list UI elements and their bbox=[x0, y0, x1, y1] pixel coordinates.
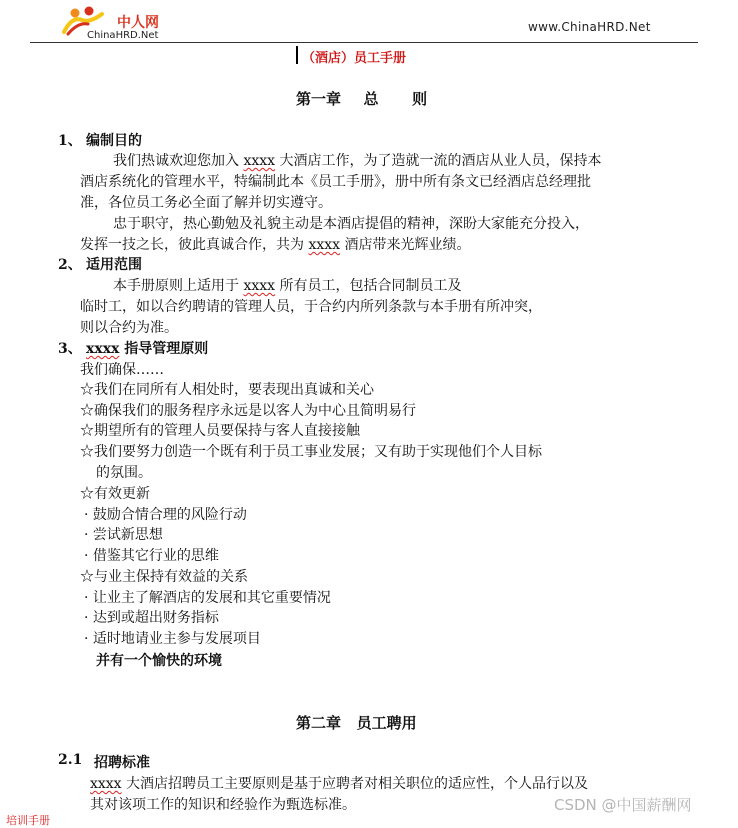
principle-item-cont: 的氛围。 bbox=[96, 465, 152, 481]
header-rule bbox=[30, 42, 698, 43]
principle-item: ☆我们在同所有人相处时，要表现出真诚和关心 bbox=[80, 382, 374, 398]
principle-closing: 并有一个愉快的环境 bbox=[96, 653, 222, 669]
principle-subitem: · 借鉴其它行业的思维 bbox=[84, 548, 219, 564]
section-2-line3: 则以合约为准。 bbox=[80, 320, 178, 336]
section-3-intro: 我们确保…… bbox=[80, 362, 164, 378]
placeholder-xxxx: xxxx bbox=[308, 237, 341, 253]
section-1-p1-line1: 我们热诚欢迎您加入 xxxx 大酒店工作，为了造就一流的酒店从业人员，保持本 bbox=[113, 153, 602, 169]
principle-subitem: · 达到或超出财务指标 bbox=[84, 610, 219, 626]
logo-en: ChinaHRD.Net bbox=[87, 30, 159, 41]
section-2-1-line2: 其对该项工作的知识和经验作为甄选标准。 bbox=[90, 797, 356, 813]
principle-item: ☆期望所有的管理人员要保持与客人直接接触 bbox=[80, 423, 360, 439]
site-url: www.ChinaHRD.Net bbox=[528, 20, 651, 34]
section-3-title: xxxx 指导管理原则 bbox=[86, 341, 209, 357]
section-1-p2-line2: 发挥一技之长，彼此真诚合作，共为 xxxx 酒店带来光辉业绩。 bbox=[80, 237, 471, 253]
section-2-1-number: 2.1 bbox=[58, 752, 83, 768]
principle-subitem: · 适时地请业主参与发展项目 bbox=[84, 631, 261, 647]
logo-cn: 中人网 bbox=[117, 15, 159, 31]
principle-item: ☆有效更新 bbox=[80, 486, 150, 502]
section-1-p1-line3: 准，各位员工务必全面了解并切实遵守。 bbox=[80, 195, 332, 211]
principle-item: ☆与业主保持有效益的关系 bbox=[80, 569, 248, 585]
text-cursor bbox=[296, 46, 298, 64]
logo bbox=[62, 6, 172, 44]
section-1-p2-line1: 忠于职守，热心勤勉及礼貌主动是本酒店提倡的精神，深盼大家能充分投入， bbox=[113, 216, 589, 232]
section-2-title: 适用范围 bbox=[86, 257, 142, 273]
placeholder-xxxx: xxxx bbox=[90, 776, 122, 792]
section-2-line1: 本手册原则上适用于 xxxx 所有员工，包括合同制员工及 bbox=[113, 278, 462, 294]
csdn-watermark: CSDN @中国薪酬网 bbox=[554, 796, 692, 814]
principle-subitem: · 尝试新思想 bbox=[84, 527, 163, 543]
bottom-fragment: 培训手册 bbox=[6, 814, 50, 827]
placeholder-xxxx: xxxx bbox=[86, 341, 120, 357]
principle-subitem: · 鼓励合情合理的风险行动 bbox=[84, 507, 247, 523]
principle-subitem: · 让业主了解酒店的发展和其它重要情况 bbox=[84, 590, 331, 606]
section-2-1-title: 招聘标准 bbox=[94, 755, 150, 771]
principle-item: ☆确保我们的服务程序永远是以客人为中心且简明易行 bbox=[80, 403, 416, 419]
section-2-line2: 临时工，如以合约聘请的管理人员，于合约内所列条款与本手册有所冲突， bbox=[80, 299, 542, 315]
document-title: （酒店）员工手册 bbox=[302, 51, 407, 66]
section-1-title: 编制目的 bbox=[86, 133, 142, 149]
chapter-2-heading: 第二章 员工聘用 bbox=[296, 714, 417, 732]
placeholder-xxxx: xxxx bbox=[243, 153, 276, 169]
section-1-number: 1、 bbox=[58, 133, 82, 149]
section-3-number: 3、 bbox=[58, 341, 82, 357]
chapter-1-heading: 第一章 总 则 bbox=[296, 90, 428, 108]
section-2-1-line1: xxxx 大酒店招聘员工主要原则是基于应聘者对相关职位的适应性，个人品行以及 bbox=[90, 776, 589, 792]
principle-item: ☆我们要努力创造一个既有利于员工事业发展；又有助于实现他们个人目标 bbox=[80, 444, 542, 460]
section-1-p1-line2: 酒店系统化的管理水平，特编制此本《员工手册》，册中所有条文已经酒店总经理批 bbox=[80, 174, 591, 190]
section-2-number: 2、 bbox=[58, 257, 82, 273]
placeholder-xxxx: xxxx bbox=[243, 278, 276, 294]
